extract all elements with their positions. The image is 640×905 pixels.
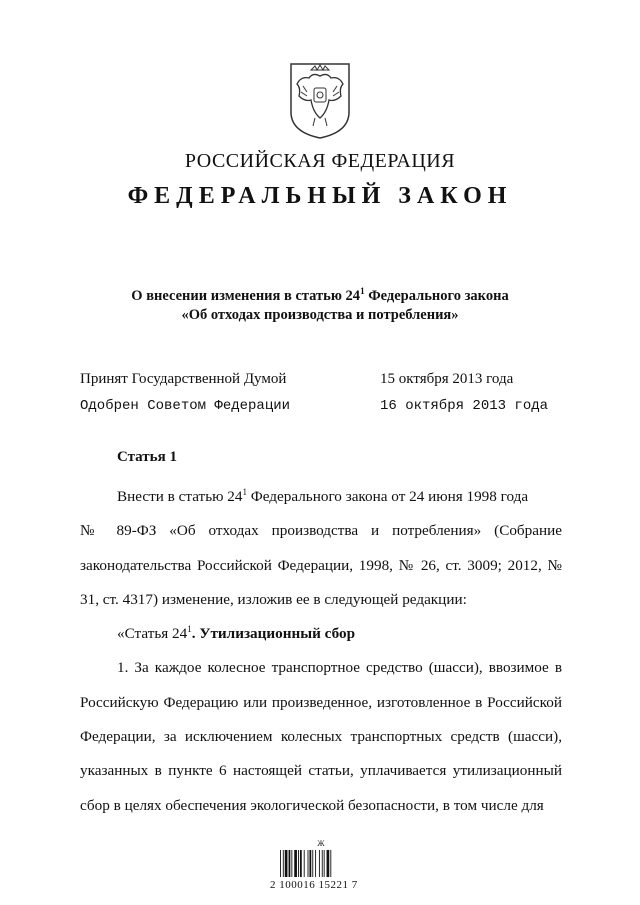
barcode-bar <box>308 850 309 877</box>
barcode-mark: Ж <box>317 839 325 848</box>
duma-adoption-date: 15 октября 2013 года <box>380 371 514 387</box>
barcode-bar <box>300 850 302 877</box>
barcode-bar <box>294 850 297 877</box>
country-heading: РОССИЙСКАЯ ФЕДЕРАЦИЯ <box>184 150 456 172</box>
coat-of-arms-icon <box>287 62 353 140</box>
barcode-bar <box>330 850 331 877</box>
paragraph-2: 1. За каждое колесное транспортное средство (шасси), ввозимое в Российскую Федерацию или произведенное, изготовленное в Российской Федерации, за исключением колесных транспортных средств (шасси), указанных в пункте 6 настоящей статьи, уплачивается утилизационный сбор в целях обеспечения экологической безопасности, в том числе для <box>80 659 562 814</box>
barcode-number: 2 100016 15221 7 <box>270 879 358 891</box>
barcode-bar <box>289 850 291 877</box>
barcode-bar <box>283 850 284 877</box>
barcode-bar <box>291 850 292 877</box>
barcode <box>278 838 364 878</box>
barcode-bar <box>309 850 311 877</box>
barcode-bar <box>315 850 316 877</box>
barcode-bar <box>285 850 288 877</box>
barcode-bar <box>304 850 305 877</box>
law-title-line1: О внесении изменения в статью $24^1$ Федерального закона <box>131 286 509 304</box>
barcode-bar <box>319 850 320 877</box>
quoted-article-heading: «Статья $24^1$. Утилизационный сбор <box>117 624 356 643</box>
barcode-bar <box>280 850 281 877</box>
law-type-heading: ФЕДЕРАЛЬНЫЙ ЗАКОН <box>127 183 513 209</box>
law-title-line2: «Об отходах производства и потребления» <box>181 307 459 323</box>
article-heading: Статья 1 <box>117 449 177 465</box>
council-approval-label: Одобрен Советом Федерации <box>80 398 291 414</box>
barcode-bar <box>324 850 325 877</box>
duma-adoption-label: Принят Государственной Думой <box>80 371 287 387</box>
council-approval-date: 16 октября 2013 года <box>380 398 549 414</box>
law-title <box>0 287 640 325</box>
article-body <box>80 480 562 823</box>
barcode-bar <box>298 850 299 877</box>
paragraph-1-rest: № 89-ФЗ «Об отходах производства и потребления» (Собрание законодательства Российской Федерации, 1998, № 26, ст. 3009; 2012, № 31, ст. 4317) изменение, изложив ее в следующей редакции: <box>80 522 562 608</box>
barcode-bar <box>312 850 313 877</box>
barcode-bar <box>322 850 323 877</box>
paragraph-1-line-1: Внести в статью $24^1$ Федерального закона от 24 июня 1998 года <box>117 487 529 505</box>
barcode-bar <box>327 850 330 877</box>
